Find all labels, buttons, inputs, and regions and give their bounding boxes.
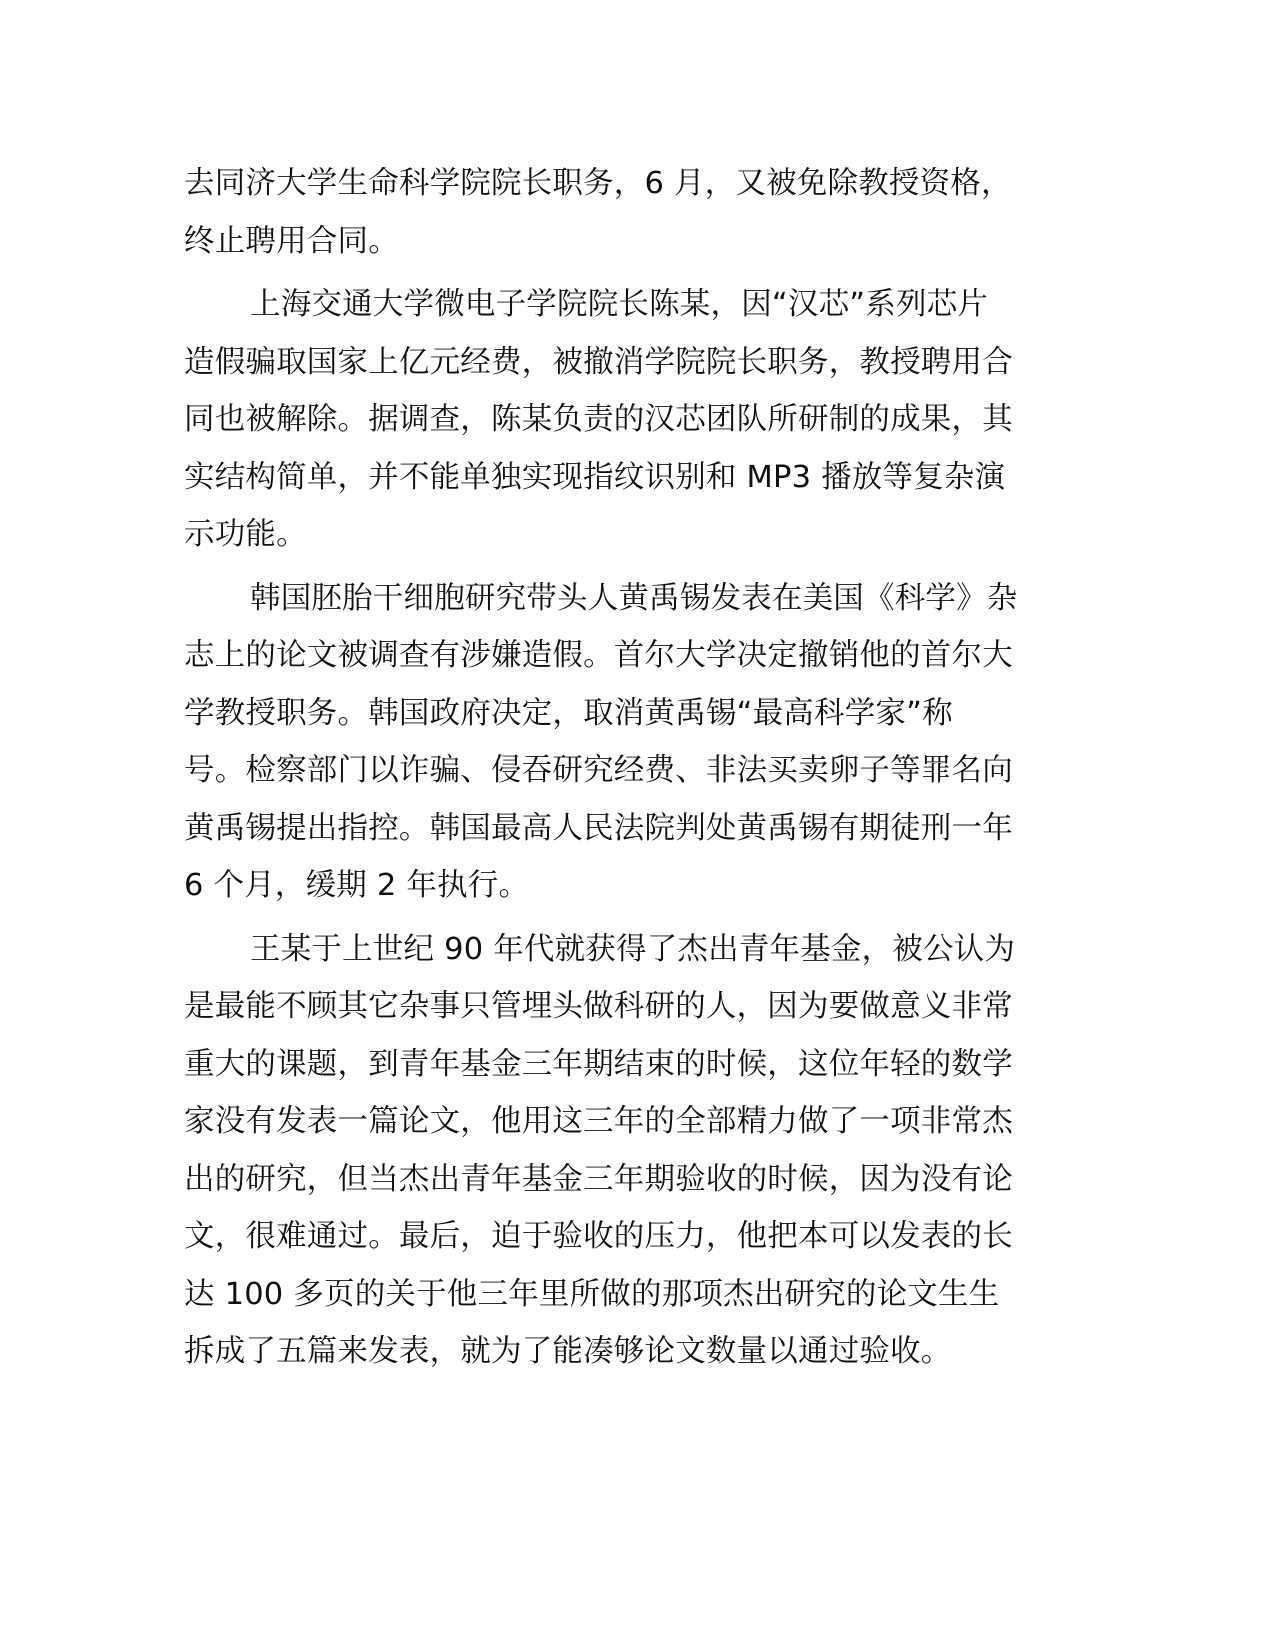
body-text — [184, 155, 1094, 1381]
paragraph-4 — [184, 921, 1094, 1381]
paragraph-line: 学教授职务。韩国政府决定，取消黄禹锡“最高科学家”称 — [184, 695, 953, 731]
paragraph-1 — [184, 155, 1094, 270]
paragraph-line: 造假骗取国家上亿元经费，被撤消学院院长职务，教授聘用合 — [184, 344, 1013, 380]
paragraph-line: 志上的论文被调查有涉嫌造假。首尔大学决定撤销他的首尔大 — [184, 638, 1013, 673]
paragraph-line: 示功能。 — [184, 517, 307, 552]
paragraph-line: 号。检察部门以诈骗、侵吞研究经费、非法买卖卵子等罪名向 — [184, 753, 1013, 788]
paragraph-line: 黄禹锡提出指控。韩国最高人民法院判处黄禹锡有期徒刑一年 — [184, 810, 1013, 846]
paragraph-line: 王某于上世纪 90 年代就获得了杰出青年基金，被公认为 — [250, 931, 1016, 967]
paragraph-line: 家没有发表一篇论文，他用这三年的全部精力做了一项非常杰 — [184, 1104, 1013, 1139]
paragraph-line: 是最能不顾其它杂事只管埋头做科研的人，因为要做意义非常 — [184, 989, 1013, 1024]
paragraph-line: 达 100 多页的关于他三年里所做的那项杰出研究的论文生生 — [184, 1276, 1000, 1312]
paragraph-line: 韩国胚胎干细胞研究带头人黄禹锡发表在美国《科学》杂 — [250, 580, 1018, 616]
paragraph-3 — [184, 570, 1094, 915]
paragraph-line: 重大的课题，到青年基金三年期结束的时候，这位年轻的数学 — [184, 1046, 1013, 1082]
paragraph-line: 同也被解除。据调查，陈某负责的汉芯团队所研制的成果，其 — [184, 402, 1013, 437]
paragraph-line: 拆成了五篇来发表，就为了能凑够论文数量以通过验收。 — [184, 1334, 952, 1369]
paragraph-line: 文，很难通过。最后，迫于验收的压力，他把本可以发表的长 — [184, 1219, 1013, 1254]
paragraph-2 — [184, 276, 1094, 564]
paragraph-line: 6 个月，缓期 2 年执行。 — [184, 868, 530, 903]
paragraph-line: 去同济大学生命科学院院长职务，6 月，又被免除教授资格， — [184, 166, 1012, 201]
paragraph-line: 上海交通大学微电子学院院长陈某，因“汉芯”系列芯片 — [250, 287, 989, 322]
paragraph-line: 出的研究，但当杰出青年基金三年期验收的时候，因为没有论 — [184, 1161, 1013, 1197]
paragraph-line: 终止聘用合同。 — [184, 223, 399, 259]
paragraph-line: 实结构简单，并不能单独实现指纹识别和 MP3 播放等复杂演 — [184, 459, 1006, 495]
